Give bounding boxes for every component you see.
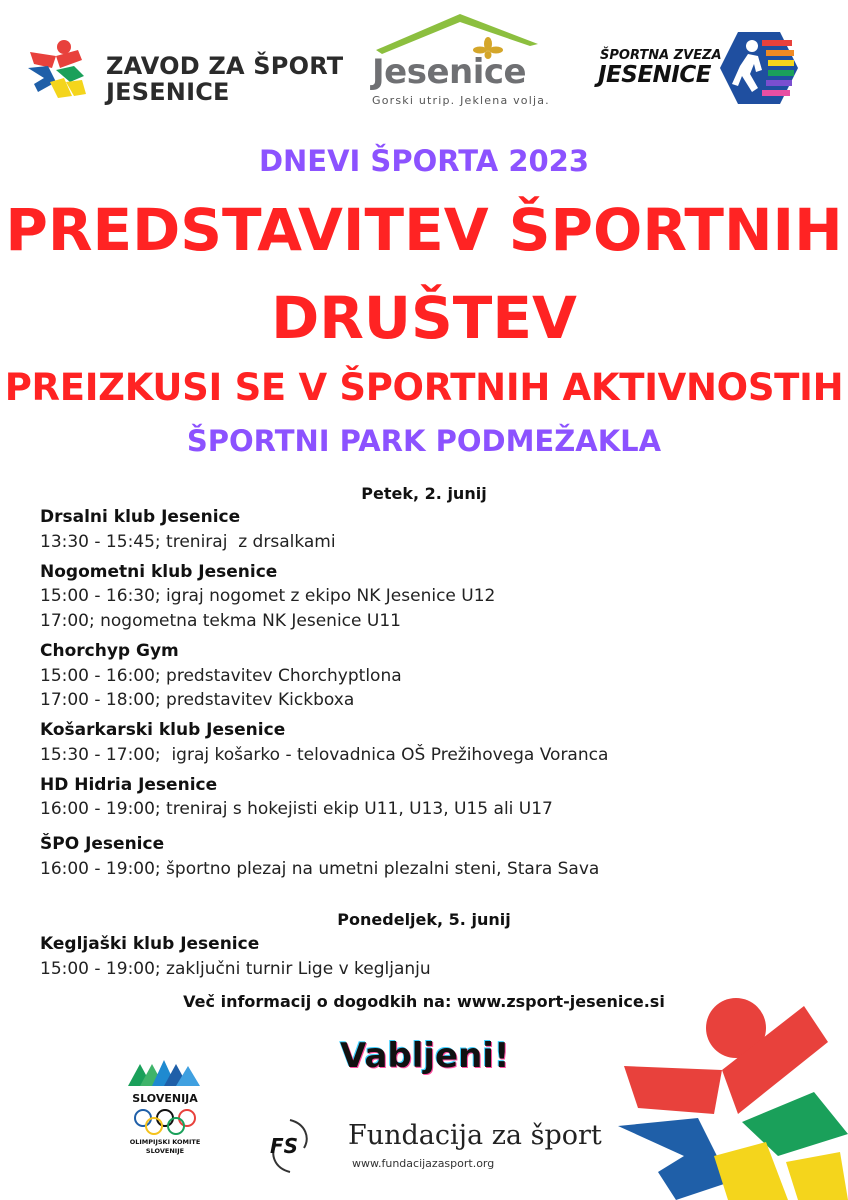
triangle-pattern-icon xyxy=(118,1056,212,1090)
club-event: 16:00 - 19:00; treniraj s hokejisti ekip U11, U13, U15 ali U17 xyxy=(40,799,553,819)
jesenice-logo-slogan: Gorski utrip. Jeklena volja. xyxy=(372,94,550,107)
jesenice-logo-name: Jesenice xyxy=(372,52,527,92)
day-heading-friday: Petek, 2. junij xyxy=(361,484,487,503)
fundacija-name: Fundacija za šport xyxy=(348,1120,602,1151)
club-event: 16:00 - 19:00; športno plezaj na umetni plezalni steni, Stara Sava xyxy=(40,859,600,879)
club-name: Chorchyp Gym xyxy=(40,641,179,661)
club-event: 15:00 - 16:00; predstavitev Chorchyptlona xyxy=(40,666,402,686)
large-sport-figure-icon xyxy=(618,996,848,1200)
szj-logo-line1: ŠPORTNA ZVEZA xyxy=(600,48,722,63)
oks-committee-line1: OLIMPIJSKI KOMITE xyxy=(129,1138,201,1146)
club-name: Drsalni klub Jesenice xyxy=(40,507,241,527)
club-event: 17:00; nogometna tekma NK Jesenice U11 xyxy=(40,611,401,631)
event-kicker: DNEVI ŠPORTA 2023 xyxy=(258,144,590,178)
page-subtitle: PREIZKUSI SE V ŠPORTNIH AKTIVNOSTIH xyxy=(4,366,844,409)
club-name: Nogometni klub Jesenice xyxy=(40,562,278,582)
runner-hexagon-icon xyxy=(718,30,798,106)
oks-country: SLOVENIJA xyxy=(132,1092,198,1105)
sport-figure-icon xyxy=(26,38,88,100)
club-event: 15:30 - 17:00; igraj košarko - telovadnica OŠ Prežihovega Voranca xyxy=(40,745,609,765)
jesenice-logo xyxy=(368,10,548,106)
zavod-za-sport-logo xyxy=(26,36,344,106)
club-event: 17:00 - 18:00; predstavitev Kickboxa xyxy=(40,690,355,710)
sportna-zveza-logo xyxy=(598,30,798,106)
olympic-rings-icon xyxy=(130,1108,200,1136)
club-event: 15:00 - 16:30; igraj nogomet z ekipo NK Jesenice U12 xyxy=(40,586,496,606)
club-name: HD Hidria Jesenice xyxy=(40,775,218,795)
more-info-line: Več informacij o dogodkih na: www.zsport-jesenice.si xyxy=(183,992,665,1011)
club-name: Košarkarski klub Jesenice xyxy=(40,720,286,740)
zavod-logo-line2: JESENICE xyxy=(106,78,230,106)
club-event: 15:00 - 19:00; zaključni turnir Lige v kegljanju xyxy=(40,959,431,979)
welcome-text: Vabljeni! xyxy=(340,1036,510,1076)
oks-committee xyxy=(118,1138,212,1156)
club-name: ŠPO Jesenice xyxy=(40,834,165,854)
page-title-line2: DRUŠTEV xyxy=(271,284,577,352)
olympic-committee-logo xyxy=(118,1056,212,1166)
event-location: ŠPORTNI PARK PODMEŽAKLA xyxy=(186,424,662,458)
club-event: 13:30 - 15:45; treniraj z drsalkami xyxy=(40,532,336,552)
page-title-line1: PREDSTAVITEV ŠPORTNIH xyxy=(5,196,843,264)
fundacija-logo-mark xyxy=(266,1118,314,1174)
day-heading-monday: Ponedeljek, 5. junij xyxy=(337,910,511,929)
fundacija-url: www.fundacijazasport.org xyxy=(352,1157,495,1170)
szj-logo-line2: JESENICE xyxy=(598,62,711,88)
fs-mark-text: FS xyxy=(270,1134,299,1158)
oks-committee-line2: SLOVENIJE xyxy=(145,1147,185,1155)
club-name: Kegljaški klub Jesenice xyxy=(40,934,260,954)
zavod-logo-line1: ZAVOD ZA ŠPORT xyxy=(106,52,344,80)
